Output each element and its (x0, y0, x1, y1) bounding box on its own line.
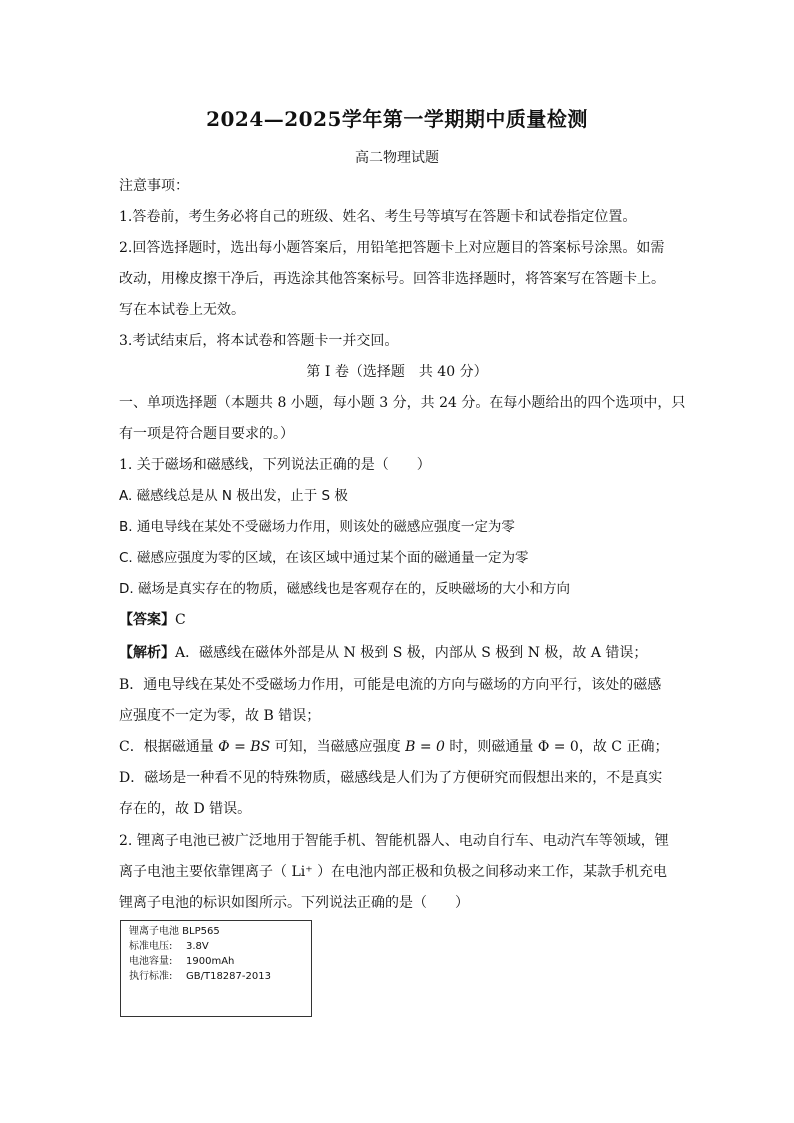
q1-analysis-b2: 应强度不一定为零，故 B 错误； (119, 708, 321, 724)
q1-analysis-d2: 存在的，故 D 错误。 (119, 801, 252, 817)
analysis-c-mid: 可知，当磁感应强度 (270, 739, 406, 755)
notice-heading: 注意事项： (119, 178, 189, 194)
q1-analysis-b1: B．通电导线在某处不受磁场力作用，可能是电流的方向与磁场的方向平行，该处的磁感 (119, 677, 662, 693)
answer-label: 【答案】 (119, 612, 175, 628)
battery-voltage-row (129, 939, 303, 954)
q2-stem-1: 2. 锂离子电池已被广泛地用于智能手机、智能机器人、电动自行车、电动汽车等领域，锂 (119, 833, 669, 849)
q2-stem-2: 离子电池主要依靠锂离子（ Li⁺ ）在电池内部正极和负极之间移动来工作，某款手机充电 (119, 864, 668, 880)
q1-option-c: C. 磁感应强度为零的区域，在该区域中通过某个面的磁通量一定为零 (119, 550, 529, 566)
q1-option-d: D. 磁场是真实存在的物质，磁感线也是客观存在的，反映磁场的大小和方向 (119, 581, 570, 597)
flux-zero-formula: Φ = 0 (537, 739, 579, 755)
q1-option-b: B. 通电导线在某处不受磁场力作用，则该处的磁感应强度一定为零 (119, 519, 515, 535)
answer-value: C (175, 612, 186, 628)
standard-value: GB/T18287-2013 (186, 971, 271, 982)
analysis-label: 【解析】 (119, 645, 175, 661)
battery-label-figure (120, 920, 312, 1017)
notice-item-1: 1.答卷前，考生务必将自己的班级、姓名、考生号等填写在答题卡和试卷指定位置。 (119, 209, 637, 225)
exam-title: 2024—2025学年第一学期期中质量检测 (206, 107, 588, 131)
battery-standard-row (129, 969, 303, 984)
battery-name: 锂离子电池 BLP565 (129, 926, 220, 937)
capacity-key: 电池容量: (129, 956, 173, 967)
flux-formula: Φ = BS (218, 739, 271, 755)
battery-capacity-row (129, 954, 303, 969)
section-heading: 第 I 卷（选择题 共 40 分） (306, 364, 488, 380)
notice-item-2-end: 写在本试卷上无效。 (119, 302, 245, 318)
capacity-value: 1900mAh (186, 956, 235, 967)
analysis-c-pre: C．根据磁通量 (119, 739, 219, 755)
standard-key: 执行标准: (129, 971, 173, 982)
q1-answer (119, 610, 679, 630)
analysis-a-text: A．磁感线在磁体外部是从 N 极到 S 极，内部从 S 极到 N 极，故 A 错误； (175, 645, 648, 661)
q1-analysis-d1: D．磁场是一种看不见的特殊物质，磁感线是人们为了方便研究而假想出来的，不是真实 (119, 770, 663, 786)
q2-stem-3: 锂离子电池的标识如图所示。下列说法正确的是（ ） (119, 895, 469, 911)
exam-subtitle: 高二物理试题 (355, 150, 439, 166)
section-intro-1: 一、单项选择题（本题共 8 小题，每小题 3 分，共 24 分。在每小题给出的四个选项中，只 (119, 395, 686, 411)
analysis-c-post: ，故 C 正确； (578, 739, 669, 755)
analysis-c-mid2: 时，则磁通量 (444, 739, 538, 755)
q1-stem: 1. 关于磁场和磁感线，下列说法正确的是（ ） (119, 457, 431, 473)
notice-item-2-cont: 改动，用橡皮擦干净后，再选涂其他答案标号。回答非选择题时，将答案写在答题卡上。 (119, 271, 665, 287)
b-zero-formula: B = 0 (405, 739, 445, 755)
voltage-value: 3.8V (186, 941, 209, 952)
q1-option-a: A. 磁感线总是从 N 极出发，止于 S 极 (119, 488, 348, 504)
q1-analysis-c (119, 737, 679, 757)
notice-item-2: 2.回答选择题时，选出每小题答案后，用铅笔把答题卡上对应题目的答案标号涂黑。如需 (119, 240, 665, 256)
voltage-key: 标准电压: (129, 941, 173, 952)
section-intro-2: 有一项是符合题目要求的。） (119, 426, 294, 442)
notice-item-3: 3.考试结束后，将本试卷和答题卡一并交回。 (119, 333, 399, 349)
q1-analysis-a (119, 643, 679, 663)
